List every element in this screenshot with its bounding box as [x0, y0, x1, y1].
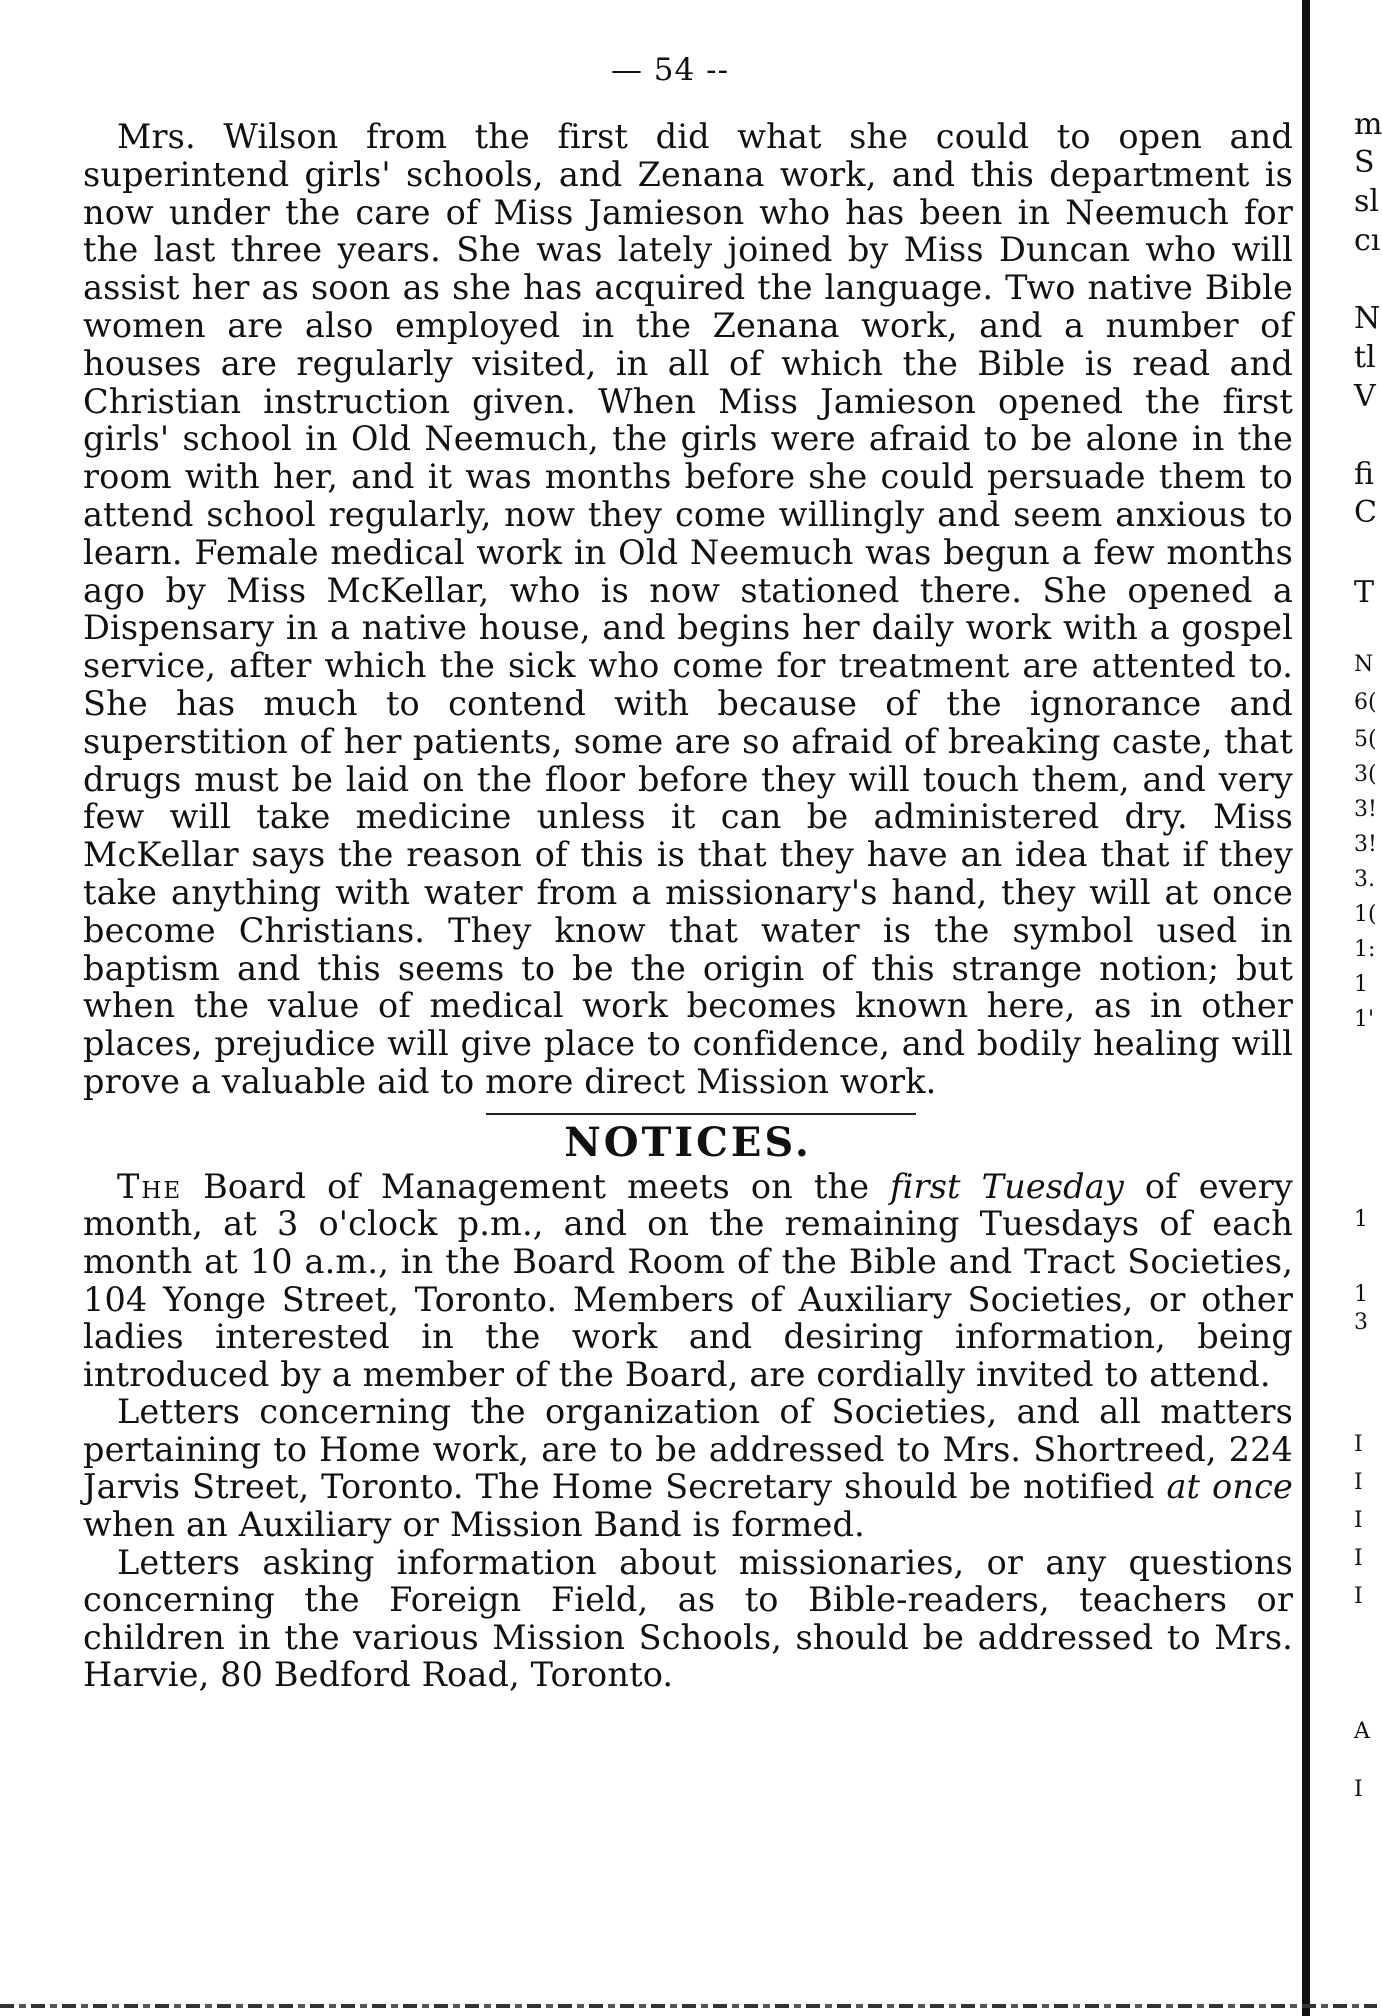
adjacent-fragment: 1	[1354, 1282, 1368, 1307]
adjacent-fragment: m	[1354, 107, 1382, 142]
adjacent-fragment: V	[1354, 379, 1376, 414]
notice-lead-word: The	[117, 1166, 183, 1206]
adjacent-fragment: tl	[1354, 340, 1376, 375]
notice-home-emphasis: at once	[1166, 1467, 1293, 1507]
notice-home-work	[83, 1393, 1293, 1543]
notices-heading: NOTICES.	[564, 1118, 812, 1166]
adjacent-fragment: 6(	[1354, 690, 1377, 715]
notice-board-text-2: of every month, at 3 o'clock p.m., and on the remaining Tuesdays of each month at 10 a.m., in the Board Room of the Bible and Tract Societies, 104 Yonge Street, Toronto. Members of Auxiliary Societies, or other ladies interested in the work and desiring information, being introduced by a member of the Board, are cordially invited to attend.	[83, 1166, 1293, 1394]
adjacent-fragment: fi	[1354, 457, 1375, 492]
adjacent-fragment: 3	[1354, 1310, 1368, 1335]
adjacent-fragment: 1(	[1354, 902, 1377, 927]
adjacent-fragment: 1:	[1354, 937, 1376, 962]
adjacent-fragment: 1'	[1354, 1007, 1375, 1032]
adjacent-fragment: I	[1354, 1470, 1363, 1495]
adjacent-fragment: I	[1354, 1777, 1363, 1802]
adjacent-fragment: I	[1354, 1546, 1363, 1571]
notice-home-text-1: Letters concerning the organization of Societies, and all matters pertaining to Home work, are to be addressed to Mrs. Shortreed, 224 Jarvis Street, Toronto. The Home Secretary should be notified	[83, 1392, 1293, 1507]
adjacent-fragment: I	[1354, 1584, 1363, 1609]
adjacent-fragment: T	[1354, 575, 1375, 610]
adjacent-fragment: N	[1354, 652, 1374, 677]
adjacent-fragment: S	[1354, 145, 1375, 180]
article-paragraph: Mrs. Wilson from the first did what she could to open and superintend girls' schools, and Zenana work, and this department is now under the care of Miss Jamieson who has been in Neemuch for the last three years. She was lately joined by Miss Duncan who will assist her as soon as she has acquired the language. Two native Bible women are also employed in the Zenana work, and a number of houses are regularly visited, in all of which the Bible is read and Christian instruction given. When Miss Jamieson opened the first girls' school in Old Neemuch, the girls were afraid to be alone in the room with her, and it was months before she could persuade them to attend school regularly, now they come willingly and seem anxious to learn. Female medical work in Old Neemuch was begun a few months ago by Miss McKellar, who is now stationed there. She opened a Dispensary in a native house, and begins her daily work with a gospel service, after which the sick who come for treatment are attented to. She has much to contend with because of the ignorance and superstition of her patients, some are so afraid of breaking caste, that drugs must be laid on the floor before they will touch them, and very few will take medicine unless it can be administered dry. Miss McKellar says the reason of this is that they have an idea that if they take anything with water from a missionary's hand, they will at once become Christians. They know that water is the symbol used in baptism and this seems to be the origin of this strange notion; but when the value of medical work becomes known here, as in other places, prejudice will give place to confidence, and bodily healing will prove a valuable aid to more direct Mission work.	[83, 117, 1293, 1101]
adjacent-fragment: 3!	[1354, 832, 1377, 857]
adjacent-fragment: 1	[1354, 1207, 1368, 1232]
adjacent-fragment: I	[1354, 1508, 1363, 1533]
notice-board-meetings	[83, 1168, 1293, 1394]
adjacent-fragment: I	[1354, 1432, 1363, 1457]
adjacent-fragment: C	[1354, 495, 1377, 530]
adjacent-fragment: A	[1354, 1719, 1370, 1744]
notice-board-text-1: Board of Management meets on the	[182, 1166, 891, 1206]
column-rule	[1302, 0, 1310, 2016]
adjacent-page-strip	[1318, 0, 1382, 2016]
page-number: — 54 --	[610, 52, 730, 88]
notice-home-text-2: when an Auxiliary or Mission Band is formed.	[83, 1505, 865, 1545]
adjacent-fragment: cı	[1354, 223, 1381, 258]
adjacent-fragment: sl	[1354, 184, 1379, 219]
notice-board-emphasis: first Tuesday	[890, 1166, 1124, 1206]
section-divider	[486, 1113, 916, 1115]
adjacent-fragment: N	[1354, 301, 1381, 336]
adjacent-fragment: 5(	[1354, 727, 1377, 752]
notice-foreign-field: Letters asking information about missionaries, or any questions concerning the Foreign Field, as to Bible-readers, teachers or children in the various Mission Schools, should be addressed to Mrs. Harvie, 80 Bedford Road, Toronto.	[83, 1542, 1293, 1695]
adjacent-fragment: 3.	[1354, 867, 1375, 892]
adjacent-fragment: 3!	[1354, 797, 1377, 822]
page-bottom-edge	[0, 2004, 1377, 2008]
adjacent-fragment: 1	[1354, 972, 1368, 997]
adjacent-fragment: 3(	[1354, 762, 1377, 787]
main-column	[83, 118, 1293, 1694]
